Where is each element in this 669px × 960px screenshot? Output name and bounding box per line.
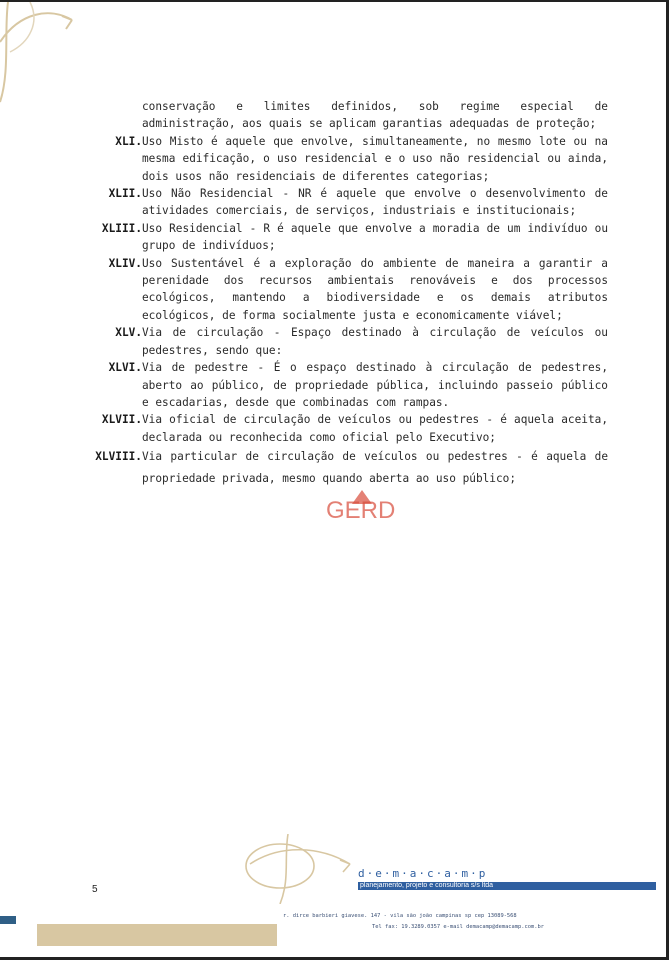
footer-tagline: planejamento, projeto e consultoria s/s ltda bbox=[358, 882, 656, 890]
continuation-paragraph: conservação e limites definidos, sob regime especial de administração, aos quais se aplicam garantias adequadas de proteção; bbox=[142, 100, 608, 131]
list-item bbox=[78, 359, 608, 411]
footer-blue-mark bbox=[0, 916, 16, 924]
item-text: Uso Não Residencial - NR é aquele que envolve o desenvolvimento de atividades comerciais, de serviços, industriais e institucionais; bbox=[142, 187, 608, 218]
footer-address: r. dirce barbieri giavese. 147 - vila são joão campinas sp cep 13089-568 bbox=[283, 913, 517, 919]
item-text: Uso Residencial - R é aquele que envolve a moradia de um indivíduo ou grupo de indivíduos; bbox=[142, 221, 608, 253]
footer-logo-mark bbox=[240, 834, 360, 904]
list-item bbox=[78, 255, 608, 325]
page-number: 5 bbox=[92, 884, 98, 895]
item-number: XLVIII. bbox=[95, 450, 142, 464]
body-text bbox=[78, 98, 608, 490]
item-number: XLVI. bbox=[108, 361, 142, 375]
item-text: Uso Misto é aquele que envolve, simultaneamente, no mesmo lote ou na mesma edificação, o uso residencial e o uso não residencial ou ainda, dois usos não residenciais de diferentes categorias; bbox=[142, 134, 608, 183]
item-number: XLVII. bbox=[101, 413, 142, 427]
footer-beige-bar bbox=[37, 924, 277, 946]
item-number: XLIV. bbox=[108, 256, 142, 270]
item-text: Via de pedestre - É o espaço destinado à circulação de pedestres, aberto ao público, de propriedade pública, incluindo passeio público e escadarias, desde que combinadas com rampas. bbox=[142, 361, 608, 409]
list-item bbox=[78, 324, 608, 359]
list-item bbox=[78, 185, 608, 220]
list-item bbox=[78, 133, 608, 185]
list-item bbox=[78, 411, 608, 446]
item-text: Via particular de circulação de veículos ou pedestres - é aquela de propriedade privada, mesmo quando aberta ao uso público; bbox=[142, 450, 608, 486]
item-text: Via oficial de circulação de veículos ou pedestres - é aquela aceita, declarada ou reconhecida como oficial pelo Executivo; bbox=[142, 413, 608, 444]
item-text: Uso Sustentável é a exploração do ambiente de maneira a garantir a perenidade dos recursos ambientais renováveis e dos processos ecológicos, mantendo a biodiversidade e os demais atributos ecológicos, de forma socialmente justa e economicamente viável; bbox=[142, 256, 608, 322]
item-text: Via de circulação - Espaço destinado à circulação de veículos ou pedestres, sendo que: bbox=[142, 326, 608, 357]
item-number: XLII. bbox=[108, 187, 142, 201]
item-number: XLIII. bbox=[101, 221, 142, 235]
footer-contact: Tel fax: 19.3289.0357 e-mail demacamp@demacamp.com.br bbox=[372, 924, 545, 930]
footer-brand: d·e·m·a·c·a·m·p bbox=[358, 867, 488, 880]
item-number: XLV. bbox=[115, 326, 142, 340]
list-item bbox=[78, 220, 608, 255]
watermark-text: GERD bbox=[326, 497, 396, 524]
item-number: XLI. bbox=[115, 134, 142, 148]
list-item bbox=[78, 446, 608, 490]
corner-logo-mark bbox=[0, 2, 80, 112]
